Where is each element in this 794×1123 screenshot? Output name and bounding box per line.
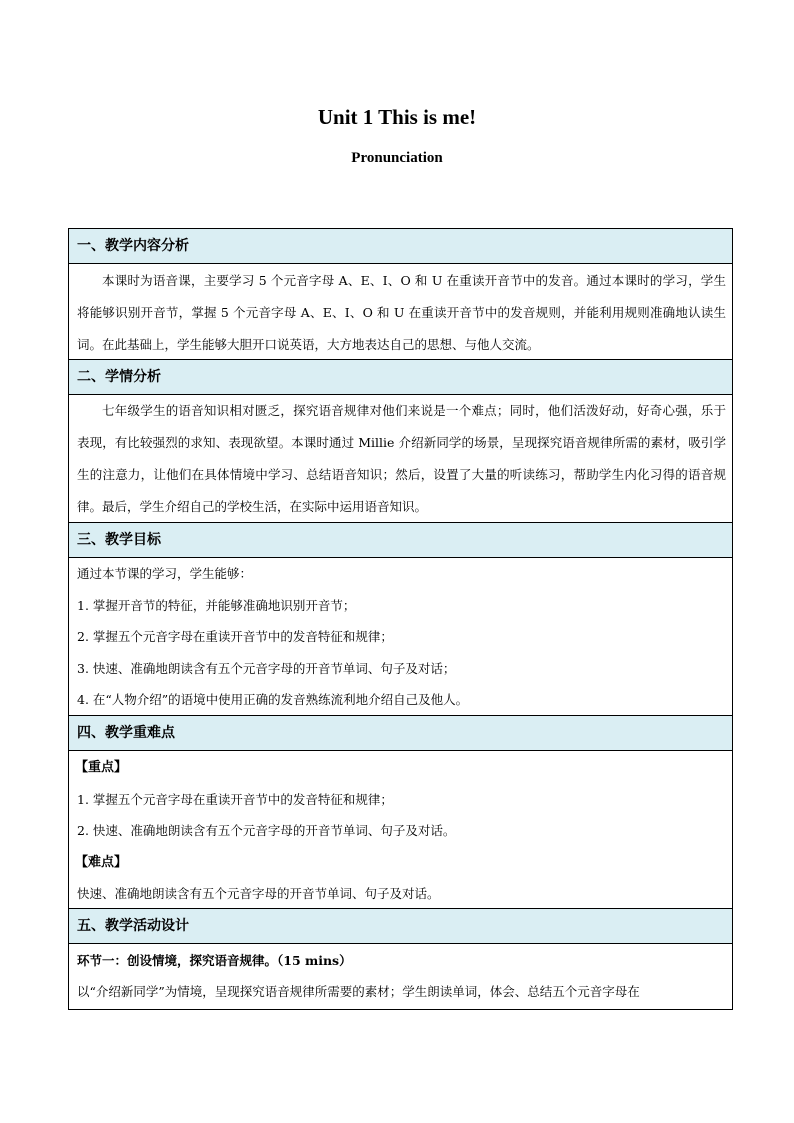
document-subtitle: Pronunciation [351,150,443,166]
lesson-plan-table [68,228,733,1010]
section-header-student-analysis: 二、学情分析 [69,360,732,395]
activity-step-title: 环节一：创设情境，探究语音规律。（15 mins） [77,953,352,968]
activity-step-text: 以“介绍新同学”为情境，呈现探究语音规律所需要的素材；学生朗读单词，体会、总结五个元音字母在 [77,984,640,999]
section-header-content-analysis: 一、教学内容分析 [69,229,732,264]
key-point-item: 1. 掌握五个元音字母在重读开音节中的发音特征和规律； [77,791,393,807]
objective-item: 2. 掌握五个元音字母在重读开音节中的发音特征和规律； [77,629,393,644]
content-analysis-paragraph: 本课时为语音课，主要学习 5 个元音字母 A、E、I、O 和 U 在重读开音节中的发音。通过本课时的学习，学生将能够识别开音节，掌握 5 个元音字母 A、E、I、O 和 U 在重读开音节中的发音规则，并能利用规则准确地认读生词。在此基础上，学生能够大胆开口说英语，大方地表达自己的思想、与他人交流。 [77,273,726,352]
objectives-intro: 通过本节课的学习，学生能够： [77,566,253,581]
section-body-activity-design [69,944,732,1008]
objective-item: 1. 掌握开音节的特征，并能够准确地识别开音节； [77,597,356,613]
key-points-label: 【重点】 [75,760,128,775]
section-body-key-points [69,751,732,909]
difficult-points-label: 【难点】 [75,854,128,870]
difficult-point-text: 快速、准确地朗读含有五个元音字母的开音节单词、句子及对话。 [77,886,440,901]
objective-item: 4. 在“人物介绍”的语境中使用正确的发音熟练流利地介绍自己及他人。 [77,692,469,707]
key-point-item: 2. 快速、准确地朗读含有五个元音字母的开音节单词、句子及对话。 [77,823,456,838]
section-body-teaching-objectives [69,558,732,716]
document-title: Unit 1 This is me! [317,105,477,129]
student-analysis-paragraph: 七年级学生的语音知识相对匮乏，探究语音规律对他们来说是一个难点；同时，他们活泼好动，好奇心强，乐于表现，有比较强烈的求知、表现欲望。本课时通过 Millie 介绍新同学的场景，呈现探究语音规律所需的素材，吸引学生的注意力，让他们在具体情境中学习、总结语音知识；然后，设置了大量的听读练习，帮助学生内化习得的语音规律。最后，学生介绍自己的学校生活，在实际中运用语音知识。 [77,403,726,514]
section-body-student-analysis [69,395,732,523]
section-body-content-analysis [69,264,732,360]
section-header-teaching-objectives: 三、教学目标 [69,523,732,558]
section-header-key-points: 四、教学重难点 [69,716,732,751]
section-header-activity-design: 五、教学活动设计 [69,909,732,944]
objective-item: 3. 快速、准确地朗读含有五个元音字母的开音节单词、句子及对话； [77,660,456,676]
